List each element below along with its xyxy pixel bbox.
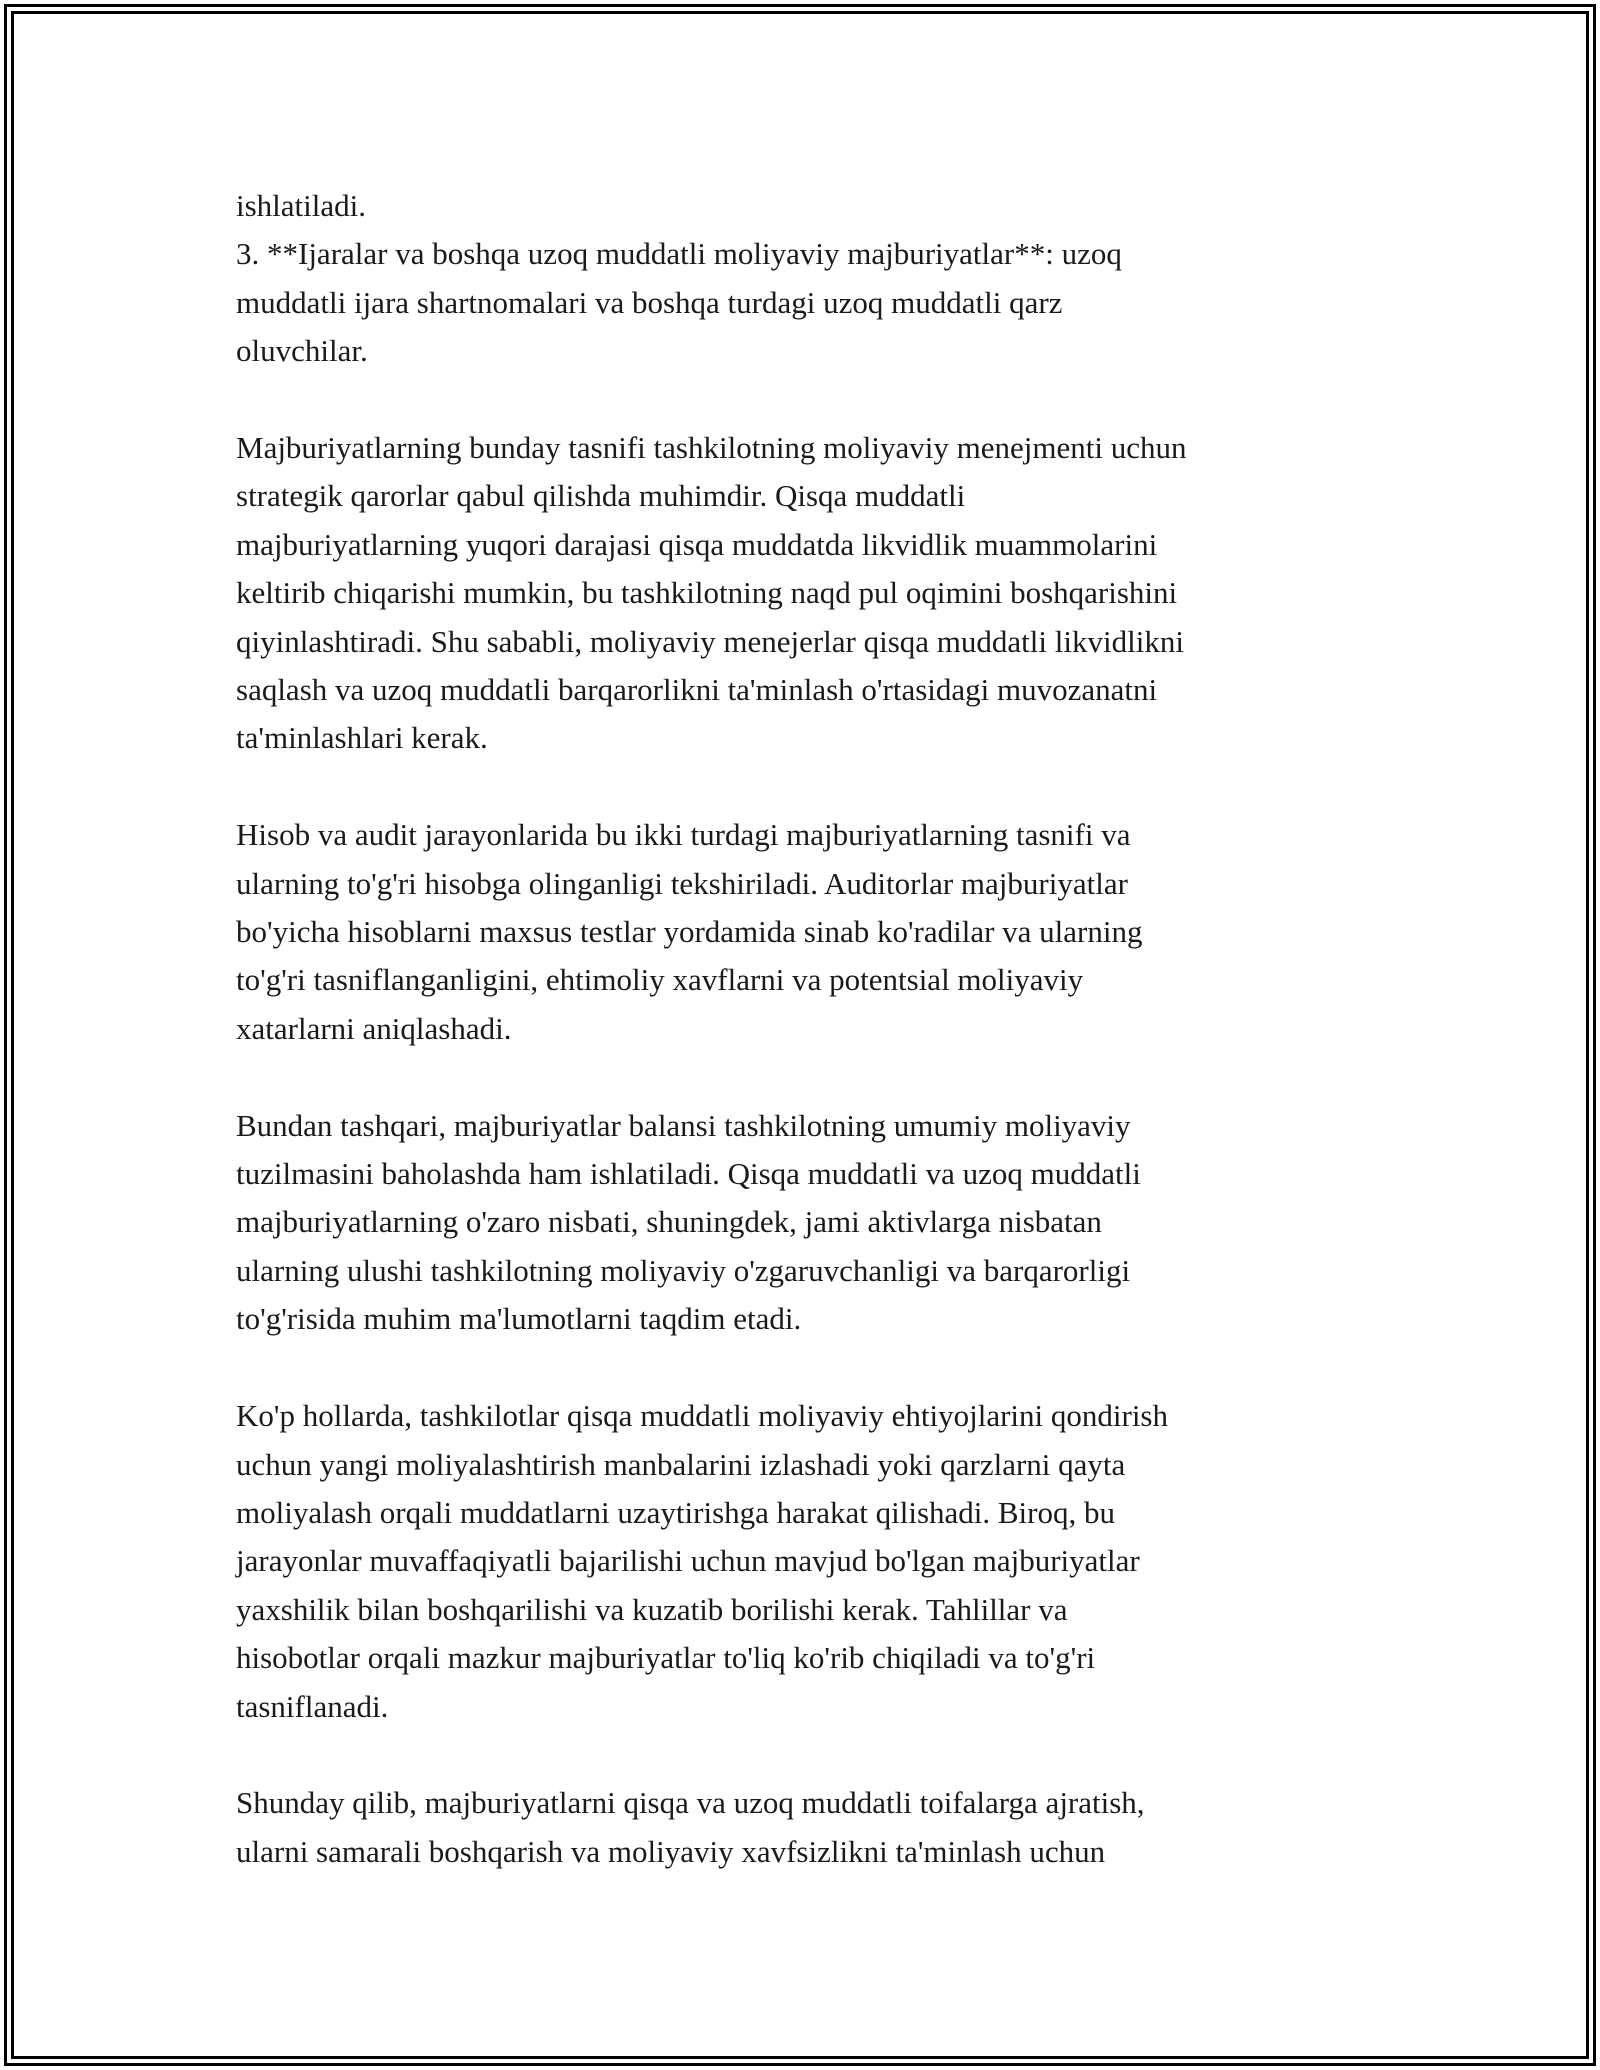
text-line: Shunday qilib, majburiyatlarni qisqa va uzoq muddatli toifalarga ajratish, [236,1785,1145,1821]
text-line: yaxshilik bilan boshqarilishi va kuzatib borilishi kerak. Tahlillar va [236,1591,1068,1627]
text-line: uchun yangi moliyalashtirish manbalarini izlashadi yoki qarzlarni qayta [236,1446,1126,1482]
paragraph-2 [236,424,1416,763]
paragraph-spacer [236,763,1416,811]
text-line: majburiyatlarning o'zaro nisbati, shuningdek, jami aktivlarga nisbatan [236,1204,1102,1240]
text-line: hisobotlar orqali mazkur majburiyatlar to'liq ko'rib chiqiladi va to'g'ri [236,1640,1096,1676]
text-line: Ko'p hollarda, tashkilotlar qisqa muddatli moliyaviy ehtiyojlarini qondirish [236,1398,1168,1434]
text-line: muddatli ijara shartnomalari va boshqa turdagi uzoq muddatli qarz [236,284,1063,320]
text-line: Bundan tashqari, majburiyatlar balansi tashkilotning umumiy moliyaviy [236,1107,1131,1143]
text-line: ularni samarali boshqarish va moliyaviy xavfsizlikni ta'minlash uchun [236,1833,1106,1869]
text-line: ularning to'g'ri hisobga olinganligi tekshiriladi. Auditorlar majburiyatlar [236,865,1128,901]
text-line: moliyalash orqali muddatlarni uzaytirishga harakat qilishadi. Biroq, bu [236,1494,1115,1530]
text-line: tuzilmasini baholashda ham ishlatiladi. Qisqa muddatli va uzoq muddatli [236,1156,1141,1192]
text-line: to'g'risida muhim ma'lumotlarni taqdim etadi. [236,1301,802,1337]
paragraph-spacer [236,376,1416,424]
text-line: qiyinlashtiradi. Shu sababli, moliyaviy menejerlar qisqa muddatli likvidlikni [236,623,1184,659]
text-line: keltirib chiqarishi mumkin, bu tashkilotning naqd pul oqimini boshqarishini [236,575,1178,611]
document-body [236,182,1416,1876]
paragraph-spacer [236,1053,1416,1101]
paragraph-spacer [236,1731,1416,1779]
text-line: ularning ulushi tashkilotning moliyaviy o'zgaruvchanligi va barqarorligi [236,1252,1131,1288]
text-line: ishlatiladi. [236,188,367,223]
text-line: saqlash va uzoq muddatli barqarorlikni ta'minlash o'rtasidagi muvozanatni [236,672,1158,708]
text-line: majburiyatlarning yuqori darajasi qisqa muddatda likvidlik muammolarini [236,526,1158,562]
text-line: strategik qarorlar qabul qilishda muhimdir. Qisqa muddatli [236,478,966,514]
paragraph-spacer [236,1344,1416,1392]
text-line: to'g'ri tasniflanganligini, ehtimoliy xavflarni va potentsial moliyaviy [236,962,1084,998]
paragraph-4 [236,1102,1416,1344]
text-line: Majburiyatlarning bunday tasnifi tashkilotning moliyaviy menejmenti uchun [236,430,1187,466]
text-line: xatarlarni aniqlashadi. [236,1010,512,1046]
paragraph-1 [236,182,1416,376]
text-line: oluvchilar. [236,333,368,369]
text-line: 3. **Ijaralar va boshqa uzoq muddatli moliyaviy majburiyatlar**: uzoq [236,236,1122,272]
text-line: tasniflanadi. [236,1688,389,1724]
paragraph-3 [236,811,1416,1053]
text-line: Hisob va audit jarayonlarida bu ikki turdagi majburiyatlarning tasnifi va [236,817,1131,853]
text-line: ta'minlashlari kerak. [236,720,488,756]
paragraph-6 [236,1779,1416,1876]
text-line: bo'yicha hisoblarni maxsus testlar yordamida sinab ko'radilar va ularning [236,914,1143,950]
paragraph-5 [236,1392,1416,1731]
text-line: jarayonlar muvaffaqiyatli bajarilishi uchun mavjud bo'lgan majburiyatlar [236,1543,1140,1579]
